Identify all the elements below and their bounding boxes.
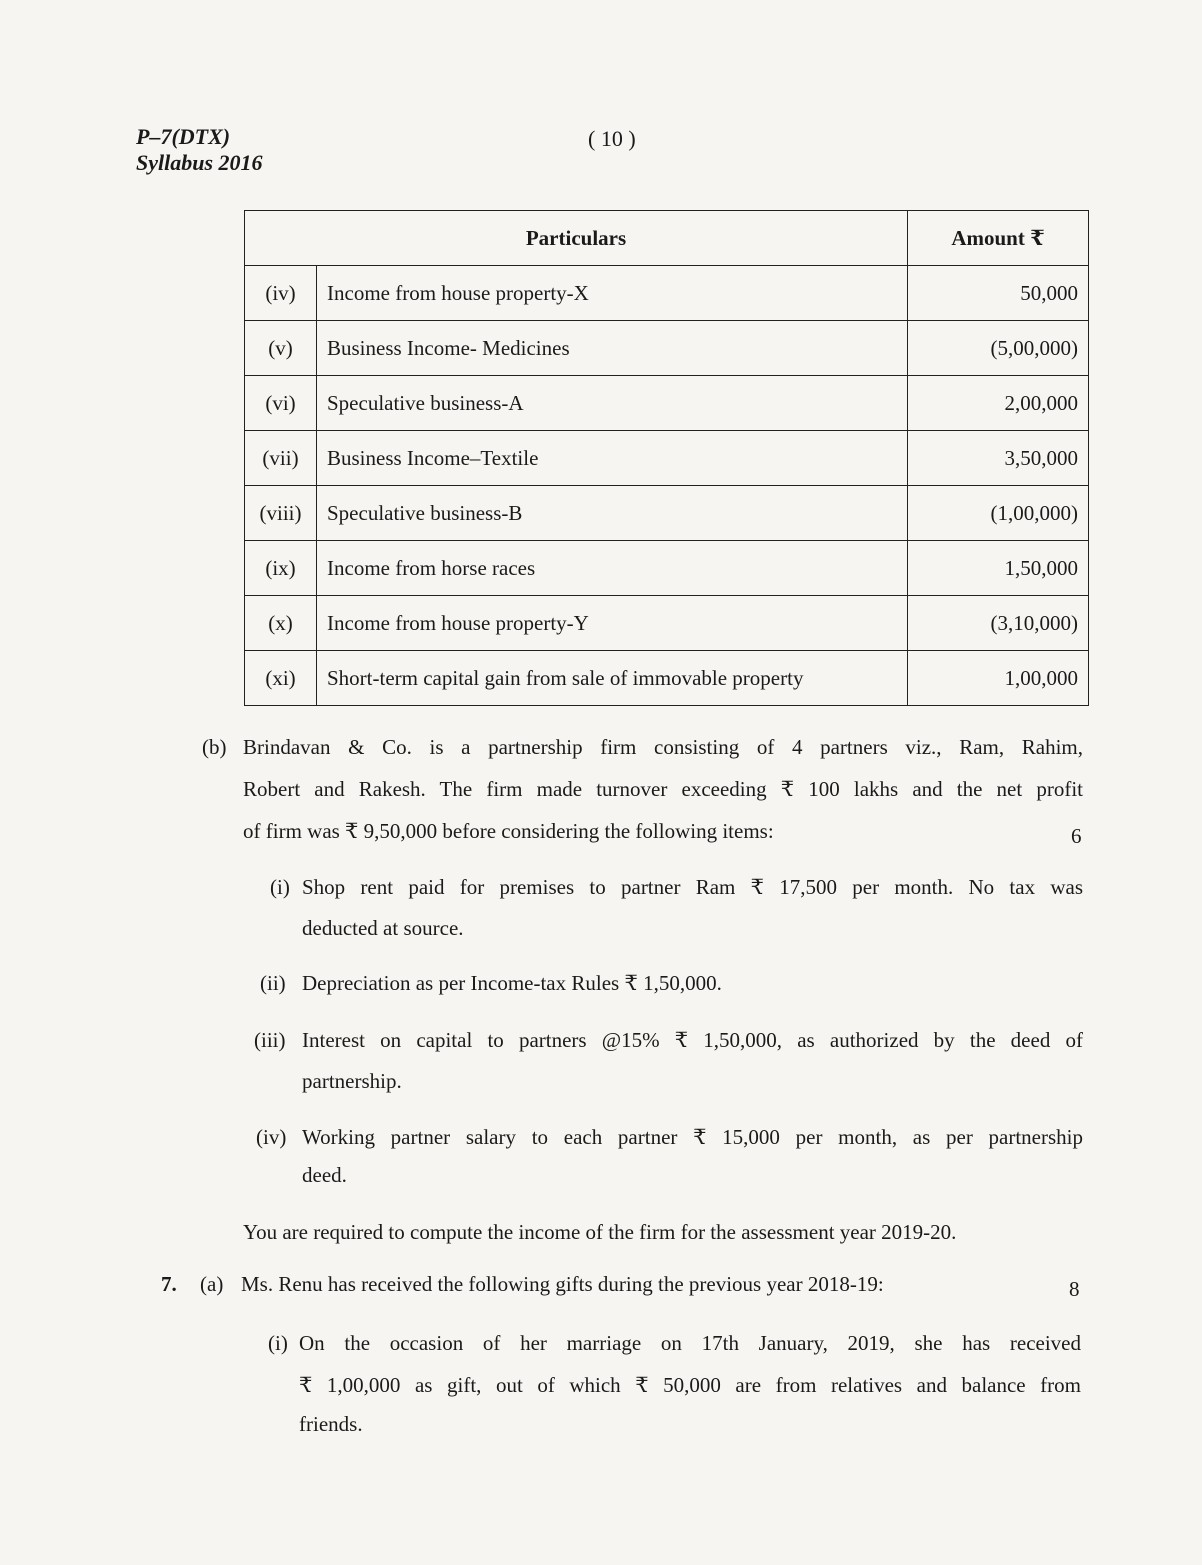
row-amount: (3,10,000) [908,596,1089,651]
item-number: (iv) [256,1125,287,1149]
item-line-3: friends. [299,1412,363,1436]
part-b-line-1: Brindavan & Co. is a partnership firm consisting of 4 partners viz., Ram, Rahim, [243,735,1083,759]
item-line-1: On the occasion of her marriage on 17th January, 2019, she has received [299,1331,1081,1355]
row-particular: Short-term capital gain from sale of immovable property [317,651,908,706]
row-particular: Income from horse races [317,541,908,596]
row-amount: 1,50,000 [908,541,1089,596]
row-number: (iv) [245,266,317,321]
item-number: (ii) [260,971,286,995]
part-b-line-3: of firm was ₹ 9,50,000 before considering the following items: [243,819,774,843]
amount-header: Amount ₹ [908,211,1089,266]
row-number: (vi) [245,376,317,431]
table-header-row [245,211,1089,266]
requirement-text: You are required to compute the income of the firm for the assessment year 2019-20. [243,1220,957,1244]
item-line-1: Depreciation as per Income-tax Rules ₹ 1,50,000. [302,971,722,995]
item-line-1: Shop rent paid for premises to partner Ram ₹ 17,500 per month. No tax was [302,875,1083,899]
table-row [245,596,1089,651]
row-number: (v) [245,321,317,376]
row-particular: Income from house property-X [317,266,908,321]
item-line-2: ₹ 1,00,000 as gift, out of which ₹ 50,000 are from relatives and balance from [299,1373,1081,1397]
item-number: (i) [268,1331,288,1355]
question-number: 7. [161,1272,177,1296]
row-amount: (1,00,000) [908,486,1089,541]
table-row [245,321,1089,376]
row-number: (vii) [245,431,317,486]
income-table [244,210,1089,706]
table-row [245,651,1089,706]
page-number: ( 10 ) [588,126,636,151]
syllabus-label: Syllabus 2016 [136,150,263,175]
row-particular: Business Income–Textile [317,431,908,486]
paper-code: P–7(DTX) [136,124,231,149]
row-number: (viii) [245,486,317,541]
q7-label: (a) [200,1272,224,1296]
part-b-label: (b) [202,735,227,759]
row-amount: 50,000 [908,266,1089,321]
item-number: (i) [270,875,290,899]
part-b-marks: 6 [1071,824,1082,848]
part-b-line-2: Robert and Rakesh. The firm made turnover exceeding ₹ 100 lakhs and the net profit [243,777,1083,801]
row-amount: 2,00,000 [908,376,1089,431]
row-particular: Speculative business-A [317,376,908,431]
row-number: (xi) [245,651,317,706]
table-row [245,376,1089,431]
table-row [245,266,1089,321]
table-row [245,486,1089,541]
table-row [245,431,1089,486]
row-amount: 1,00,000 [908,651,1089,706]
row-number: (x) [245,596,317,651]
row-number: (ix) [245,541,317,596]
item-line-1: Interest on capital to partners @15% ₹ 1,50,000, as authorized by the deed of [302,1028,1083,1052]
row-particular: Income from house property-Y [317,596,908,651]
item-line-2: deed. [302,1163,347,1187]
item-line-2: deducted at source. [302,916,464,940]
row-particular: Speculative business-B [317,486,908,541]
row-amount: 3,50,000 [908,431,1089,486]
particulars-header: Particulars [245,211,908,266]
q7-text: Ms. Renu has received the following gifts during the previous year 2018-19: [241,1272,884,1296]
table-row [245,541,1089,596]
row-particular: Business Income- Medicines [317,321,908,376]
row-amount: (5,00,000) [908,321,1089,376]
q7-marks: 8 [1069,1277,1080,1301]
item-line-1: Working partner salary to each partner ₹ 15,000 per month, as per partnership [302,1125,1083,1149]
item-number: (iii) [254,1028,286,1052]
item-line-2: partnership. [302,1069,402,1093]
